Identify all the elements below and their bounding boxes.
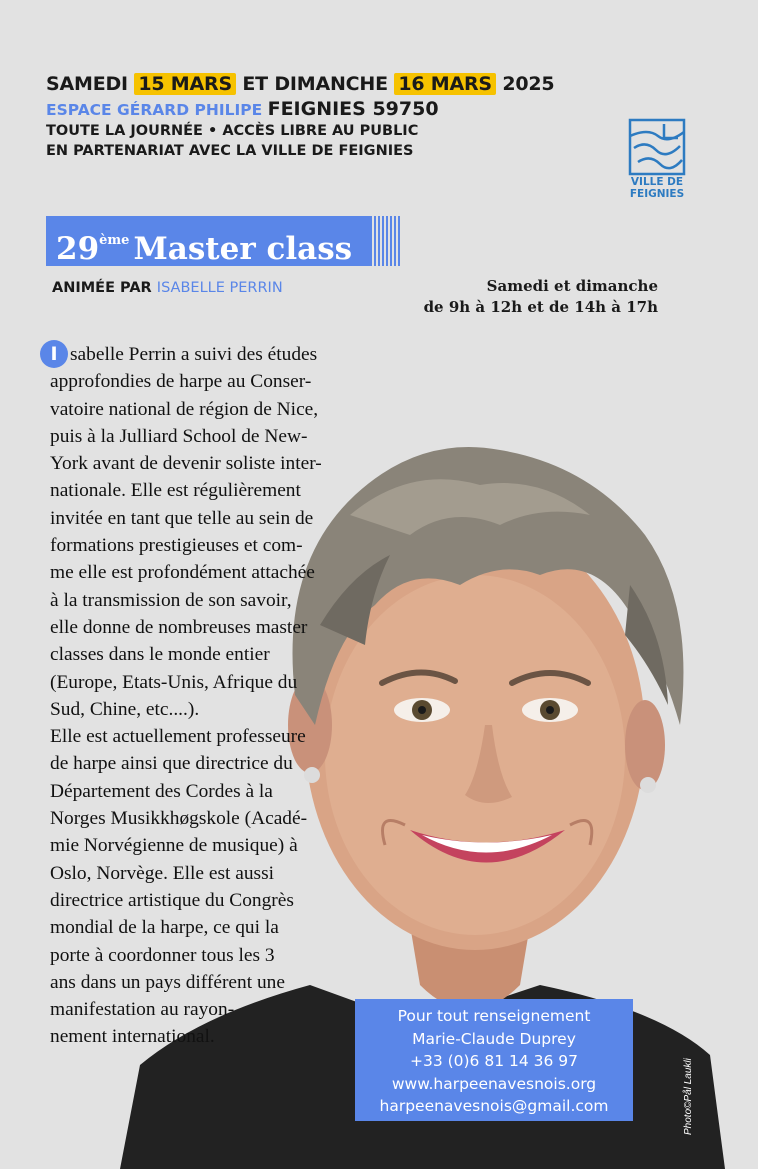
bio-line: Norges Musikkhøgskole (Acadé- <box>50 808 308 830</box>
bio-line: puis à la Julliard School de New- <box>50 425 308 447</box>
bio-line: nement international. <box>50 1026 215 1048</box>
access-info: TOUTE LA JOURNÉE • ACCÈS LIBRE AU PUBLIC <box>46 123 419 139</box>
bio-line: me elle est profondément attachée <box>50 562 315 584</box>
photo-credit: Photo©Pål Laukli <box>683 1058 694 1135</box>
venue-name: ESPACE GÉRARD PHILIPE <box>46 101 263 119</box>
bio-line: à la transmission de son savoir, <box>50 589 292 611</box>
animated-by-prefix: ANIMÉE PAR <box>52 280 152 296</box>
logo-line-2: FEIGNIES <box>629 188 685 200</box>
bio-line: de harpe ainsi que directrice du <box>50 753 293 775</box>
bio-line: elle donne de nombreuses master <box>50 616 308 638</box>
bio-line: mie Norvégienne de musique) à <box>50 835 298 857</box>
bio-line: (Europe, Etats-Unis, Afrique du <box>50 671 298 693</box>
bio-first-line: I sabelle Perrin a suivi des études <box>50 340 322 368</box>
date-connector: ET DIMANCHE <box>242 73 388 95</box>
contact-website-link[interactable]: www.harpeenavesnois.org <box>391 1074 597 1093</box>
biography <box>50 340 322 1051</box>
bio-line: porte à coordonner tous les 3 <box>50 944 275 966</box>
date-year: 2025 <box>502 73 555 95</box>
bio-line: Elle est actuellement professeure <box>50 726 306 748</box>
bio-line: vatoire national de région de Nice, <box>50 398 319 420</box>
animated-by <box>52 280 283 296</box>
schedule <box>410 276 658 318</box>
feignies-emblem-icon <box>628 118 686 176</box>
event-dates <box>46 70 666 98</box>
masterclass-label: Master class <box>133 231 353 267</box>
schedule-times: de 9h à 12h et de 14h à 17h <box>423 298 658 316</box>
dropcap-circle: I <box>40 340 68 368</box>
instructor-name: ISABELLE PERRIN <box>156 280 283 296</box>
masterclass-number: 29 <box>56 231 100 267</box>
event-header <box>46 70 666 161</box>
bio-line: directrice artistique du Congrès <box>50 889 294 911</box>
contact-box <box>355 999 633 1121</box>
bio-line: classes dans le monde entier <box>50 644 270 666</box>
contact-phone[interactable]: +33 (0)6 81 14 36 97 <box>409 1052 579 1071</box>
masterclass-title <box>46 216 372 266</box>
contact-name: Marie-Claude Duprey <box>412 1029 576 1048</box>
venue <box>46 98 666 121</box>
logo-line-1: VILLE DE <box>630 176 684 188</box>
partnership-info: EN PARTENARIAT AVEC LA VILLE DE FEIGNIES <box>46 143 414 159</box>
schedule-days: Samedi et dimanche <box>486 277 658 295</box>
title-stripes <box>374 216 402 266</box>
date-prefix: SAMEDI <box>46 73 128 95</box>
bio-line: ans dans un pays différent une <box>50 971 285 993</box>
bio-line: Département des Cordes à la <box>50 780 273 802</box>
bio-line: invitée en tant que telle au sein de <box>50 507 314 529</box>
ville-de-feignies-logo <box>626 118 688 200</box>
bio-line: approfondies de harpe au Conser- <box>50 371 312 393</box>
contact-heading: Pour tout renseignement <box>397 1007 591 1025</box>
venue-city: FEIGNIES 59750 <box>267 98 439 120</box>
bio-line: formations prestigieuses et com- <box>50 535 303 557</box>
masterclass-ordinal: ème <box>99 233 130 248</box>
bio-line: York avant de devenir soliste inter- <box>50 453 322 475</box>
bio-line: mondial de la harpe, ce qui la <box>50 917 279 939</box>
date-sunday: 16 MARS <box>394 73 496 95</box>
contact-email-link[interactable]: harpeenavesnois@gmail.com <box>379 1097 609 1116</box>
bio-line: Oslo, Norvège. Elle est aussi <box>50 862 275 884</box>
bio-line: manifestation au rayon- <box>50 999 235 1021</box>
bio-line: Sud, Chine, etc....). <box>50 698 200 720</box>
bio-line: nationale. Elle est régulièrement <box>50 480 301 502</box>
date-saturday: 15 MARS <box>134 73 236 95</box>
